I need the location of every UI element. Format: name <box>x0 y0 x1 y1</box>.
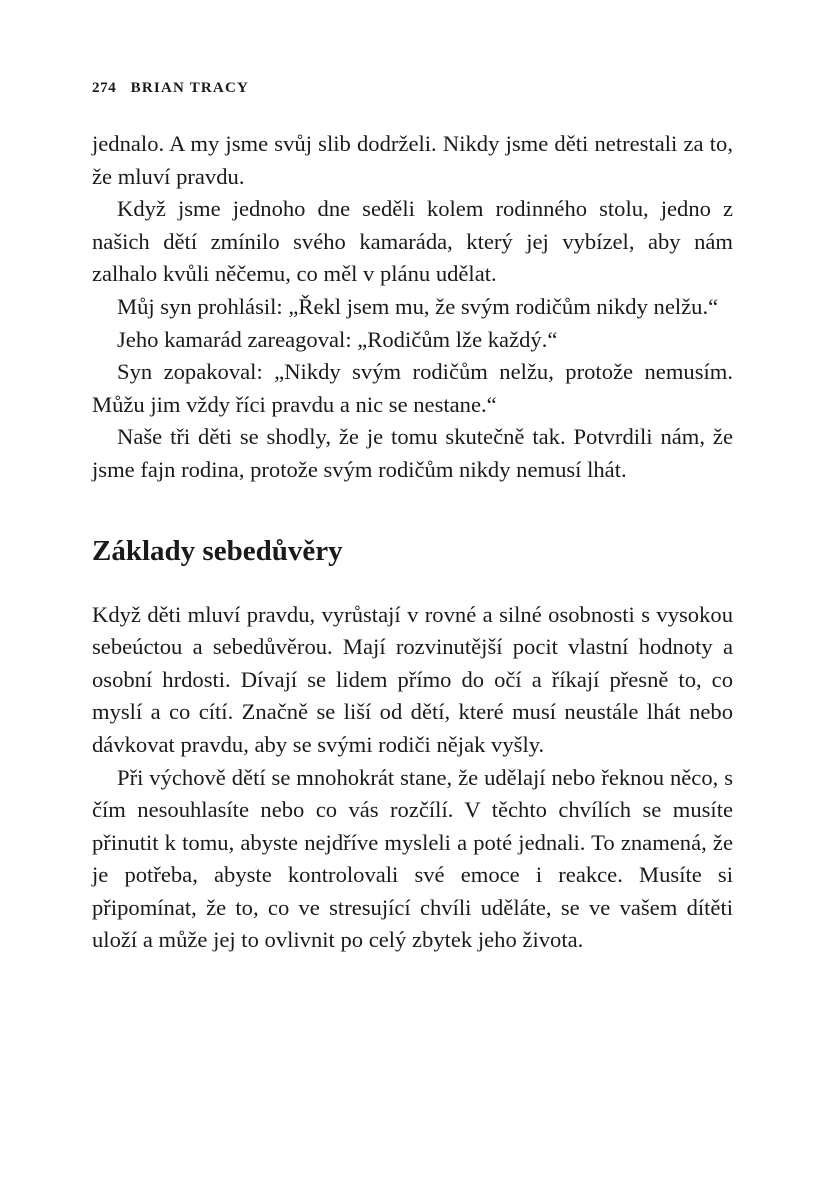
paragraph: Když jsme jednoho dne seděli kolem rodinného stolu, jedno z našich dětí zmínilo svého kamaráda, který jej vybízel, aby nám zalhalo kvůli něčemu, co měl v plánu udělat. <box>92 196 733 287</box>
section-heading: Základy sebedůvěry <box>92 534 343 567</box>
paragraph-continued: jednalo. A my jsme svůj slib dodrželi. Nikdy jsme děti netrestali za to, že mluví pravdu. <box>92 131 733 189</box>
paragraph: Jeho kamarád zareagoval: „Rodičům lže každý.“ <box>117 326 558 352</box>
paragraph: Když děti mluví pravdu, vyrůstají v rovné a silné osobnosti s vysokou sebeúctou a sebedůvěrou. Mají rozvinutější pocit vlastní hodnoty a osobní hrdosti. Dívají se lidem přímo do očí a říkají přesně to, co myslí a co cítí. Značně se liší od dětí, které musí neustále lhát nebo dávkovat pravdu, aby se svými rodiči nějak vyšly. <box>92 601 733 757</box>
paragraph: Syn zopakoval: „Nikdy svým rodičům nelžu, protože nemusím. Můžu jim vždy říci pravdu a nic se nestane.“ <box>92 359 733 417</box>
body-text <box>92 128 733 957</box>
paragraph: Můj syn prohlásil: „Řekl jsem mu, že svým rodičům nikdy nelžu.“ <box>117 293 719 319</box>
page-number: 274 <box>92 80 117 96</box>
paragraph: Naše tři děti se shodly, že je tomu skutečně tak. Potvrdili nám, že jsme fajn rodina, protože svým rodičům nikdy nemusí lhát. <box>92 424 733 482</box>
book-page <box>92 78 733 957</box>
paragraph: Při výchově dětí se mnohokrát stane, že udělají nebo řeknou něco, s čím nesouhlasíte nebo co vás rozčílí. V těchto chvílích se musíte přinutit k tomu, abyste nejdříve mysleli a poté jednali. To znamená, že je potřeba, abyste kontrolovali své emoce i reakce. Musíte si připomínat, že to, co ve stresující chvíli uděláte, se ve vašem dítěti uloží a může jej to ovlivnit po celý zbytek jeho života. <box>92 764 733 953</box>
running-header <box>92 78 733 98</box>
author-name: BRIAN TRACY <box>130 80 250 96</box>
